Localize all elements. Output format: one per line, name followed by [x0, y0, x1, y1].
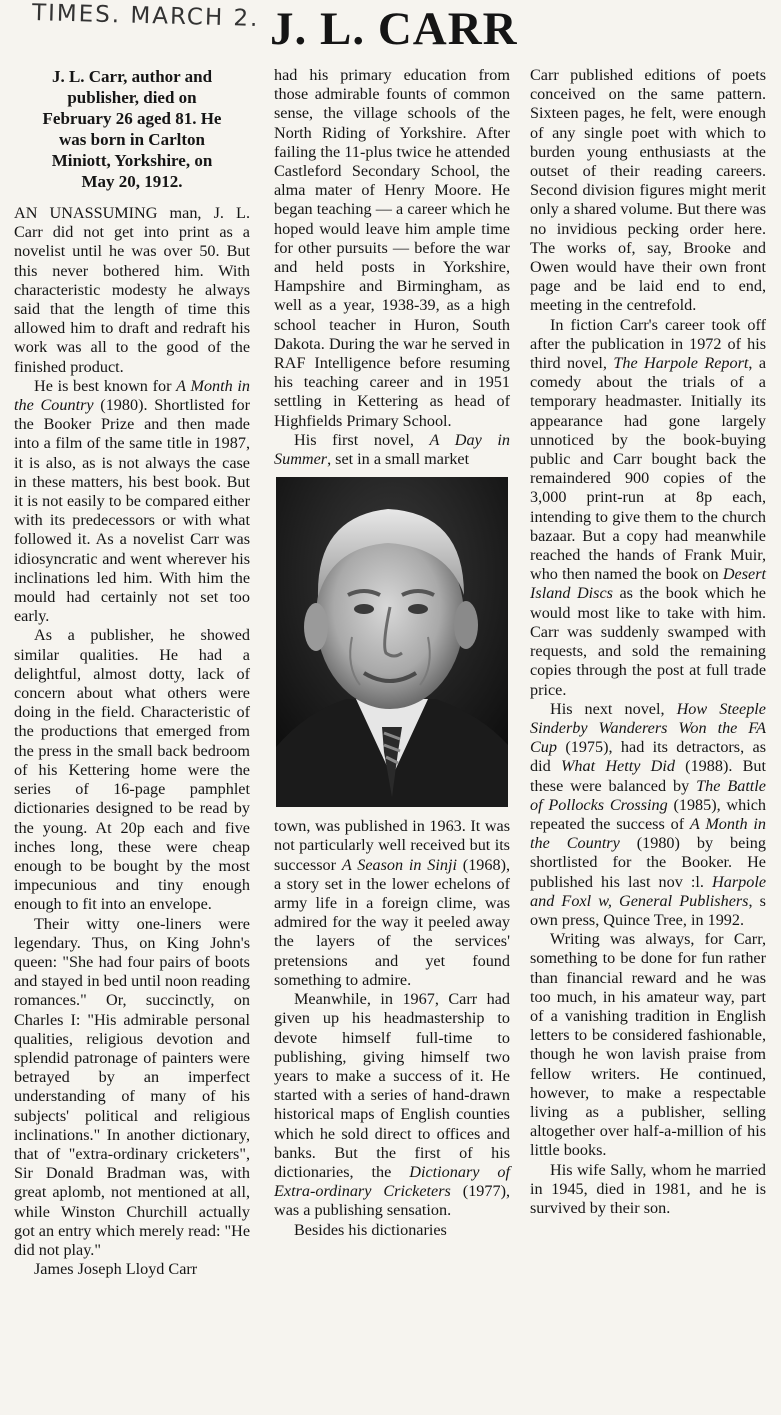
book-title: A Month in the Country	[530, 814, 766, 853]
standfirst	[14, 66, 250, 192]
column-3	[530, 66, 766, 1218]
portrait-photo	[276, 477, 508, 807]
paragraph: AN UNASSUMING man, J. L. Carr did not get into print as a novelist until he was over 50. But this never bothered him. With characteristic modesty he always said that the length of time this allowed him to draft and redraft his work was all to the good of the finished product.	[14, 204, 250, 376]
headline: J. L. CARR	[270, 3, 518, 55]
paragraph: Writing was always, for Carr, something to be done for fun rather than financial reward and he was too much, in his amateur way, part of a vanishing tradition in English letters to be considered fashionable, though he won lavish praise from fellow writers. He continued, however, to make a respectable living as a publisher, selling altogether over half-a-million of his little books.	[530, 930, 766, 1160]
standfirst-line: was born in Carlton	[59, 130, 205, 149]
book-title: A Day in Summer	[274, 430, 511, 469]
paragraph: James Joseph Lloyd Carr	[34, 1260, 198, 1279]
book-title: What Hetty Did	[560, 757, 675, 776]
book-title: How Steeple Sinderby Wanderers Won the FA Cup	[530, 699, 766, 757]
book-title: The Battle of Pollocks Crossing	[530, 776, 766, 814]
paragraph: His wife Sally, whom he married in 1945, died in 1981, and he is survived by their son.	[530, 1160, 766, 1217]
column-2	[274, 66, 510, 1240]
standfirst-line: publisher, died on	[67, 88, 197, 107]
handwritten-note: TIMES. MARCH 2.	[31, 0, 260, 32]
book-title: The Harpole Report	[613, 354, 749, 373]
column-1	[14, 66, 250, 1279]
paragraph: Besides his dictionaries	[294, 1220, 447, 1239]
paragraph: In fiction Carr's career took off after the publication in 1972 of his third novel, The Harpole Report, a comedy about the trials of a temporary headmaster. Initially its appearance had gone largely unnoticed by the book-buying public and Carr bought back the remaindered 900 copies of the 3,000 print-run at 8p each, intending to give them to the church bazaar. But a copy had meanwhile reached the hands of Frank Muir, who then named the book on Desert Island Discs as the book which he would most like to take with him. Carr was suddenly swamped with requests, and sold the remaining copies through the post at full trade price.	[530, 315, 766, 699]
paragraph: Their witty one-liners were legendary. Thus, on King John's queen: "She had four pairs of boots and stayed in bed until noon reading romances." Or, succinctly, on Charles I: "His admirable personal qualities, religious devotion and splendid patronage of painters were betrayed by an imperfect understanding of many of his subjects' political and religious inclinations." In another dictionary, that of "extra-ordinary cricketers", Sir Donald Bradman was, with great aplomb, not mentioned at all, while Winston Churchill actually got an entry which merely read: "He did not play."	[14, 914, 250, 1259]
paragraph: His next novel, How Steeple Sinderby Wanderers Won the FA Cup (1975), had its detractors, as did What Hetty Did (1988). But these were balanced by The Battle of Pollocks Crossing (1985), which repeated the success of A Month in the Country (1980) by being shortlisted for the Booker. He published his last nov :l. Harpole and Foxl w, General Publishers, s own press, Quince Tree, in 1992.	[530, 699, 767, 929]
portrait-image	[276, 477, 508, 807]
paragraph: As a publisher, he showed similar qualities. He had a delightful, almost dotty, lack of concern about what others were doing in the field. Characteristic of the productions that emerged from the press in the small back bedroom of his Kettering home were the series of 16-page pamphlet dictionaries designed to be read by the young. At 20p each and five inches long, these were cheap enough to be bought by the most impecunious and tiny enough enough to fit into an envelope.	[14, 626, 250, 914]
paragraph: He is best known for A Month in the Country (1980). Shortlisted for the Booker Prize and then made into a film of the same title in 1987, it is also, as is not always the case in these matters, his best book. But it is not easily to be compared either with its predecessors or with what followed it. As a novelist Carr was idiosyncratic and went wherever his inclinations led him. With him the mould had certainly not set too early.	[14, 376, 251, 626]
programme-title: Desert Island Discs	[530, 565, 766, 603]
standfirst-line: J. L. Carr, author and	[51, 67, 213, 86]
paragraph: Carr published editions of poets conceived on the same pattern. Sixteen pages, he felt, were enough of any single poet with which to burden young enthusiasts at the outset of their reading careers. Second division figures might merit only a shared volume. But there was no invidious pecking order here. The works of, say, Brooke and Owen would have their own front page and be laid end to end, meeting in the centrefold.	[530, 66, 767, 315]
paragraph: Meanwhile, in 1967, Carr had given up his headmastership to devote himself full-time to publishing, giving himself two years to make a success of it. He started with a series of hand-drawn historical maps of English counties which he sold direct to offices and banks. But the first of his dictionaries, the Dictionary of Extra-ordinary Cricketers (1977), was a publishing sensation.	[274, 990, 511, 1220]
book-title: Dictionary of Extra-ordinary Cricketers	[274, 1162, 510, 1201]
paragraph: His first novel, A Day in Summer, set in a small market	[274, 430, 511, 469]
book-title: A Season in Sinji	[341, 855, 457, 874]
paragraph: had his primary education from those admirable founts of common sense, the village schools of the North Riding of Yorkshire. After failing the 11-plus twice he attended Castleford Secondary School, the alma mater of Henry Moore. He began teaching — a career which he hoped would leave him ample time for other pursuits — before the war and held posts in Yorkshire, Hampshire and Birmingham, as well as a year, 1938-39, as a high school teacher in Huron, South Dakota. During the war he served in RAF Intelligence before resuming his teaching career and in 1951 settling in Kettering as head of Highfields Primary School.	[274, 66, 510, 430]
paragraph: town, was published in 1963. It was not particularly well received but its successor A Season in Sinji (1968), a story set in the lower echelons of army life in a foreign clime, was admired for the way it peeled away the layers of the services' pretensions and yet found something to admire.	[274, 817, 511, 989]
standfirst-line: May 20, 1912.	[81, 172, 183, 191]
standfirst-line: Miniott, Yorkshire, on	[51, 151, 213, 170]
standfirst-line: February 26 aged 81. He	[42, 109, 222, 128]
book-title: Harpole and Foxl w, General Publishers	[530, 872, 766, 910]
book-title: A Month in the Country	[14, 376, 251, 415]
